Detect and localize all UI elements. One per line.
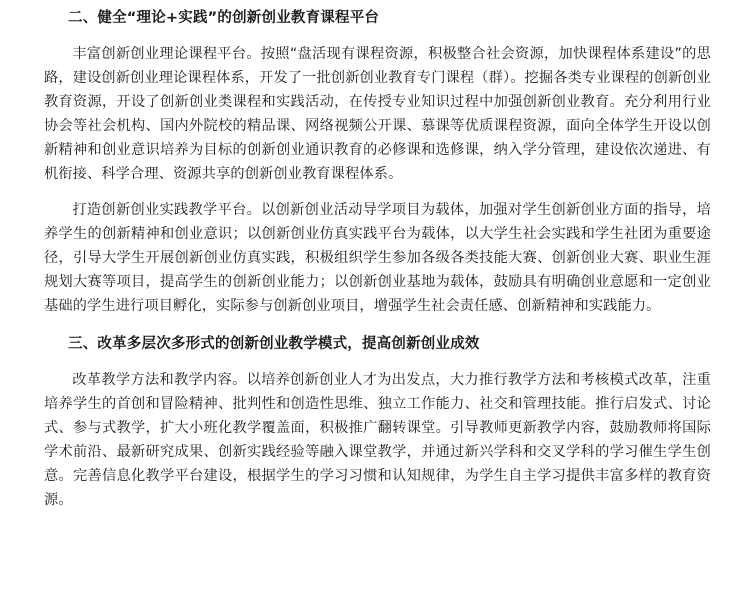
paragraph-theory-course-platform: 丰富创新创业理论课程平台。按照“盘活现有课程资源，积极整合社会资源，加快课程体系建设”的思路，建设创新创业理论课程体系，开发了一批创新创业教育专门课程（群）。挖掘各类专业课程的创新创业教育资源，开设了创新创业类课程和实践活动，在传授专业知识过程中加强创新创业教育。充分利用行业协会等社会机构、国内外院校的精品课、网络视频公开课、慕课等优质课程资源，面向全体学生开设以创新精神和创业意识培养为目标的创新创业通识教育的必修课和选修课，纳入学分管理，建设依次递进、有机衔接、科学合理、资源共享的创新创业教育课程体系。 (44, 46, 711, 182)
paragraph-teaching-reform: 改革教学方法和教学内容。以培养创新创业人才为出发点，大力推行教学方法和考核模式改革，注重培养学生的首创和冒险精神、批判性和创造性思维、独立工作能力、社交和管理技能。推行启发式、讨论式、参与式教学，扩大小班化教学覆盖面，积极推广翻转课堂。引导教师更新教学内容，鼓励教师将国际学术前沿、最新研究成果、创新实践经验等融入课堂教学，并通过新兴学科和交叉学科的学习催生学生创意。完善信息化教学平台建设，根据学生的学习习惯和认知规律，为学生自主学习提供丰富多样的教育资源。 (44, 371, 711, 508)
section-heading-3: 三、改革多层次多形式的创新创业教学模式，提高创新创业成效 (68, 335, 480, 352)
paragraph-practice-teaching-platform: 打造创新创业实践教学平台。以创新创业活动导学项目为载体，加强对学生创新创业方面的指导，培养学生的创新精神和创业意识；以创新创业仿真实践平台为载体，以大学生社会实践和学生社团为重要途径，引导大学生开展创新创业仿真实践，积极组织学生参加各级各类技能大赛、创新创业大赛、职业生涯规划大赛等项目，提高学生的创新创业能力；以创新创业基地为载体，鼓励具有明确创业意愿和一定创业基础的学生进行项目孵化，实际参与创新创业项目，增强学生社会责任感、创新精神和实践能力。 (44, 202, 711, 315)
section-heading-2: 二、健全“理论+实践”的创新创业教育课程平台 (68, 10, 380, 26)
